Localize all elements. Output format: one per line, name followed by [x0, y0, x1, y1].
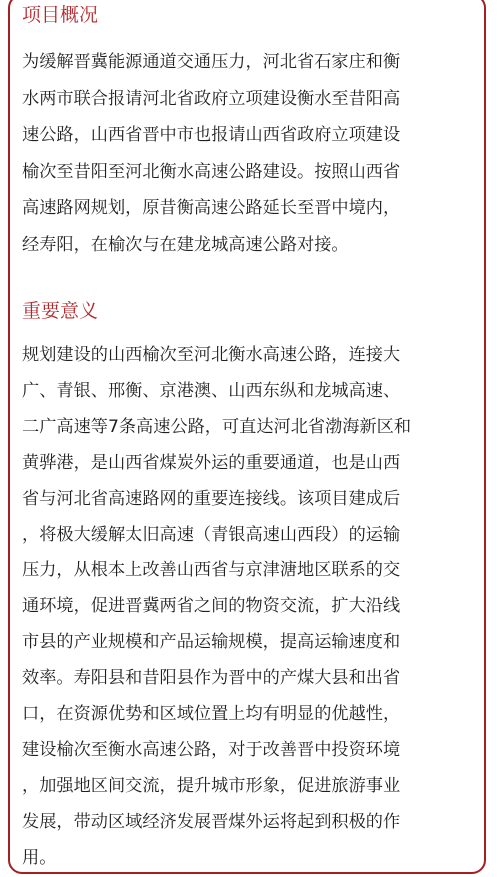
significance-line: 省与河北省高速路网的重要连接线。该项目建成后: [22, 488, 401, 509]
overview-line: 高速路网规划，原昔衡高速公路延长至晋中境内，: [22, 198, 401, 218]
significance-line: 黄骅港，是山西省煤炭外运的重要通道，也是山西: [22, 452, 401, 473]
significance-line: 二广高速等7条高速公路，可直达河北省渤海新区和: [22, 416, 412, 437]
significance-line: 规划建设的山西榆次至河北衡水高速公路，连接大: [22, 345, 401, 365]
overview-line: 榆次至昔阳至河北衡水高速公路建设。按照山西省: [22, 161, 401, 182]
significance-line: 口，在资源优势和区域位置上均有明显的优越性，: [22, 704, 401, 725]
overview-paragraph: [22, 44, 478, 263]
overview-line: 水两市联合报请河北省政府立项建设衡水至昔阳高: [22, 88, 401, 109]
significance-line: 通环境，促进晋冀两省之间的物资交流，扩大沿线: [22, 596, 401, 617]
overview-line: 为缓解晋冀能源通道交通压力，河北省石家庄和衡: [22, 52, 401, 72]
significance-line: 用。: [22, 847, 57, 868]
significance-paragraph: [22, 338, 478, 877]
significance-line: ，加强地区间交流，提升城市形象，促进旅游事业: [22, 775, 401, 796]
significance-line: 广、青银、邢衡、京港澳、山西东纵和龙城高速、: [22, 380, 401, 401]
significance-line: 压力，从根本上改善山西省与京津溏地区联系的交: [22, 560, 401, 581]
significance-line: 效率。寿阳县和昔阳县作为晋中的产煤大县和出省: [22, 668, 401, 689]
significance-line: ，将极大缓解太旧高速（青银高速山西段）的运输: [22, 524, 401, 545]
section-title-overview: 项目概况: [22, 4, 99, 26]
significance-line: 建设榆次至衡水高速公路，对于改善晋中投资环境: [22, 739, 401, 760]
overview-line: 速公路，山西省晋中市也报请山西省政府立项建设: [22, 125, 401, 145]
section-title-significance: 重要意义: [22, 300, 99, 322]
significance-line: 市县的产业规模和产品运输规模，提高运输速度和: [22, 632, 401, 653]
significance-line: 发展，带动区域经济发展晋煤外运将起到积极的作: [22, 811, 401, 832]
overview-line: 经寿阳，在榆次与在建龙城高速公路对接。: [22, 234, 349, 255]
